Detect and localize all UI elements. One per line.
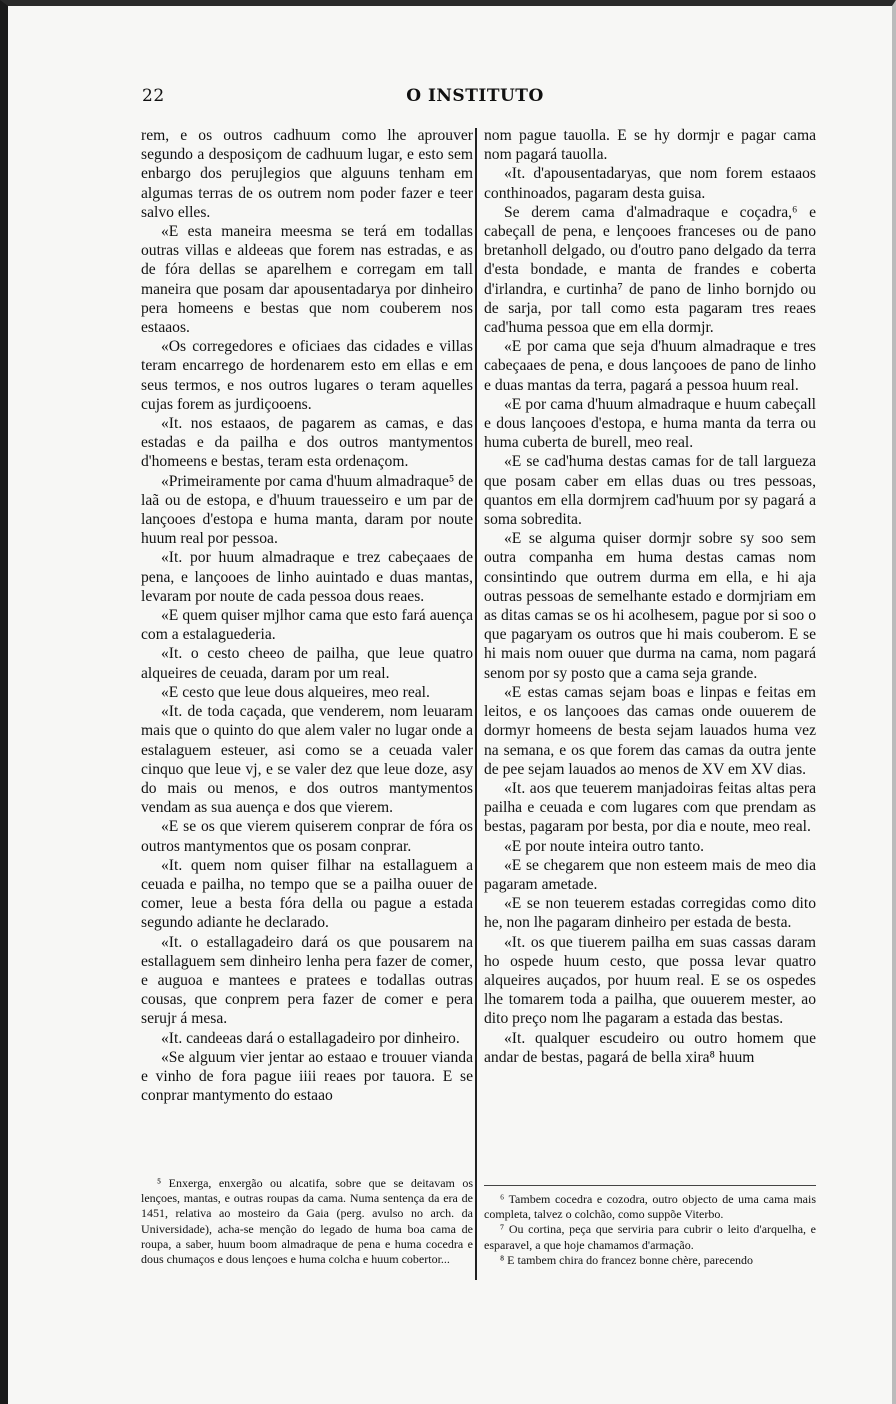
paragraph: «It. qualquer escudeiro ou outro homem que andar de bestas, pagará de bella xira⁸ huum bbox=[484, 1029, 816, 1066]
paragraph: «E por cama que seja d'huum almadraque e tres cabeçaaes de pena, e dous lançooes de pano de linho e duas mantas da terra, pagará a pessoa huum real. bbox=[484, 338, 816, 394]
paragraph: «E se non teuerem estadas corregidas como dito he, non lhe pagaram dinheiro per estada de besta. bbox=[484, 895, 816, 932]
paragraph: «It. por huum almadraque e trez cabeçaaes de pena, e lançooes de linho auintado e duas mantas, levaram por noute de cada pessoa dous reaes. bbox=[141, 549, 473, 605]
paragraph: «E se cad'huma destas camas for de tall largueza que posam caber em ellas duas ou tres pessoas, quantos em ella dormjrem cad'huum por sy pagará a soma sobredita. bbox=[484, 453, 816, 529]
paragraph: «E se alguma quiser dormjr sobre sy soo sem outra companha em huma destas camas nom consintindo que outrem durma em ella, e hi aja outras pessoas de semelhante estado e dormjriam em as ditas camas se os hi acolhesem, pague por si soo o que pagaryam os outros que hi mais couberom. E se hi mais nom ouuer que durma na cama, nom pagará senom por sy posto que a cama seja grande. bbox=[484, 530, 816, 682]
paragraph: «E por cama d'huum almadraque e huum cabeçall e dous lançooes d'estopa, e huma manta da terra ou huma cuberta de burell, meo real. bbox=[484, 395, 816, 452]
paragraph: «It. aos que teuerem manjadoiras feitas altas pera pailha e ceuada e com lugares com que prendam as bestas, pagaram por besta, por dia e noute, meo real. bbox=[484, 779, 816, 836]
paragraph: «Se alguum vier jentar ao estaao e trouuer vianda e vinho de fora pague iiii reaes por tauora. E se conprar mantymento do estaao bbox=[141, 1048, 473, 1105]
page-header bbox=[140, 86, 810, 110]
paragraph: «It. candeeas dará o estallagadeiro por dinheiro. bbox=[161, 1029, 460, 1047]
footnote: ⁵ Enxerga, enxergão ou alcatifa, sobre que se deitavam os lençoes, mantas, e outras roupas da cama. Numa sentença da era de 1451, relativa ao mosteiro da Gaia (perg. avulso no arch. da Universidade), acha-se menção do legado de huma boa cama de roupa, a saber, huum boom almadraque de pena e huma cocedra e dous chumaços e dous lençoes e huma colcha e huum cobertor... bbox=[141, 1176, 473, 1267]
paragraph: «It. de toda caçada, que venderem, nom leuaram mais que o quinto do que alem valer no lugar onde a estalaguem esteuer, asi como se a ceuada valer cinquo que leue vj, e se valer dez que leue doze, asy do mais ou menos, e dos outros mantymentos vendam as sua auença e dos que vierem. bbox=[141, 703, 473, 817]
right-column bbox=[484, 126, 816, 1067]
left-column bbox=[141, 126, 473, 1105]
paragraph: rem, e os outros cadhuum como lhe aprouver segundo a desposiçom de cadhuum lugar, e esto sem enbargo dos perujlegios que alguuns tenham em algumas terras de os outrem nom poder fazer e teer salvo elles. bbox=[141, 127, 473, 221]
paragraph: «Os corregedores e oficiaes das cidades e villas teram encarrego de hordenarem esto em ellas e em seus termos, e nos outros lugares o teram aquelles cujas forem as jurdiçooens. bbox=[141, 338, 473, 413]
column-divider bbox=[475, 128, 477, 1280]
paragraph: «E por noute inteira outro tanto. bbox=[504, 837, 705, 855]
paragraph: «It. nos estaaos, de pagarem as camas, e das estadas e da pailha e dos outros mantymentos d'homeens e bestas, teram esta ordenaçom. bbox=[141, 415, 473, 471]
footnote: ⁷ Ou cortina, peça que serviria para cubrir o leito d'arquelha, e esparavel, a que hoje chamamos d'armação. bbox=[484, 1222, 816, 1252]
paragraph: «E esta maneira meesma se terá em todallas outras villas e aldeeas que forem nas estradas, e as de fóra dellas se aparelhem e corregam em tall maneira que posam dar apousentadarya por dinheiro pera homeens e bestas que nom couberem nos estaaos. bbox=[141, 223, 473, 337]
paragraph: «E se os que vierem quiserem conprar de fóra os outros mantymentos que os posam conprar. bbox=[141, 818, 473, 855]
footnote-rule bbox=[484, 1185, 816, 1186]
paragraph: «It. os que tiuerem pailha em suas cassas daram ho ospede huum cesto, que possa levar quatro alqueires auçados, por huum real. E se os ospedes lhe tomarem toda a pailha, que ouuerem mester, ao dito preço nom lhe pagaram a estada das bestas. bbox=[484, 933, 816, 1028]
footnote: ⁶ Tambem cocedra e cozodra, outro objecto de uma cama mais completa, talvez o colchão, como suppõe Viterbo. bbox=[484, 1192, 816, 1222]
paragraph: «It. o cesto cheeo de pailha, que leue quatro alqueires de ceuada, daram por um real. bbox=[141, 645, 473, 682]
page-number: 22 bbox=[142, 86, 165, 106]
paragraph: «Primeiramente por cama d'huum almadraque⁵ de laã ou de estopa, e d'huum trauesseiro e um par de lançooes d'estopa e huma manta, daram por noute huum real por pessoa. bbox=[141, 472, 473, 548]
footnotes-right bbox=[484, 1192, 816, 1268]
paragraph: «E estas camas sejam boas e linpas e feitas em leitos, e os lançooes das camas onde ouuerem de dormyr homeens de besta sejam lauados huma vez na semana, e os que forem das camas da outra jente de pee sejam lauados ao menos de XV em XV dias. bbox=[484, 683, 816, 778]
footnote: ⁸ E tambem chira do francez bonne chère, parecendo bbox=[500, 1252, 754, 1267]
paragraph: «E quem quiser mjlhor cama que esto fará auença com a estalaguederia. bbox=[141, 607, 473, 644]
running-title: O INSTITUTO bbox=[406, 86, 544, 106]
paragraph: «It. o estallagadeiro dará os que pousarem na estallaguem sem dinheiro lenha pera fazer de comer, e auguoa e mantees e pratees e todallas outras cousas, que conprem pera fazer de comer e pera serujr á mesa. bbox=[141, 933, 473, 1028]
paragraph: «It. d'apousentadaryas, que nom forem estaaos conthinoados, pagaram desta guisa. bbox=[484, 165, 816, 202]
paragraph: Se derem cama d'almadraque e coçadra,⁶ e cabeçall de pena, e lençooes franceses ou de pano bretanholl delgado, ou d'outro pano delgado da terra d'esta bondade, e manta de frandes e coberta d'irlandra, e curtinha⁷ de pano de linho bornjdo ou de sarja, por tall como esta pagaram tres reaes cad'huma pessoa que em ella dormjr. bbox=[484, 203, 816, 337]
paragraph: «E se chegarem que non esteem mais de meo dia pagaram ametade. bbox=[484, 856, 816, 893]
paragraph: «E cesto que leue dous alqueires, meo real. bbox=[161, 683, 430, 701]
footnotes-left bbox=[141, 1176, 473, 1267]
paragraph: «It. quem nom quiser filhar na estallaguem a ceuada e pailha, no tempo que se a pailha ouuer de comer, leue a besta fóra della ou pague a estada segundo adiante he declarado. bbox=[141, 856, 473, 932]
paragraph: nom pague tauolla. E se hy dormjr e pagar cama nom pagará tauolla. bbox=[484, 127, 816, 164]
